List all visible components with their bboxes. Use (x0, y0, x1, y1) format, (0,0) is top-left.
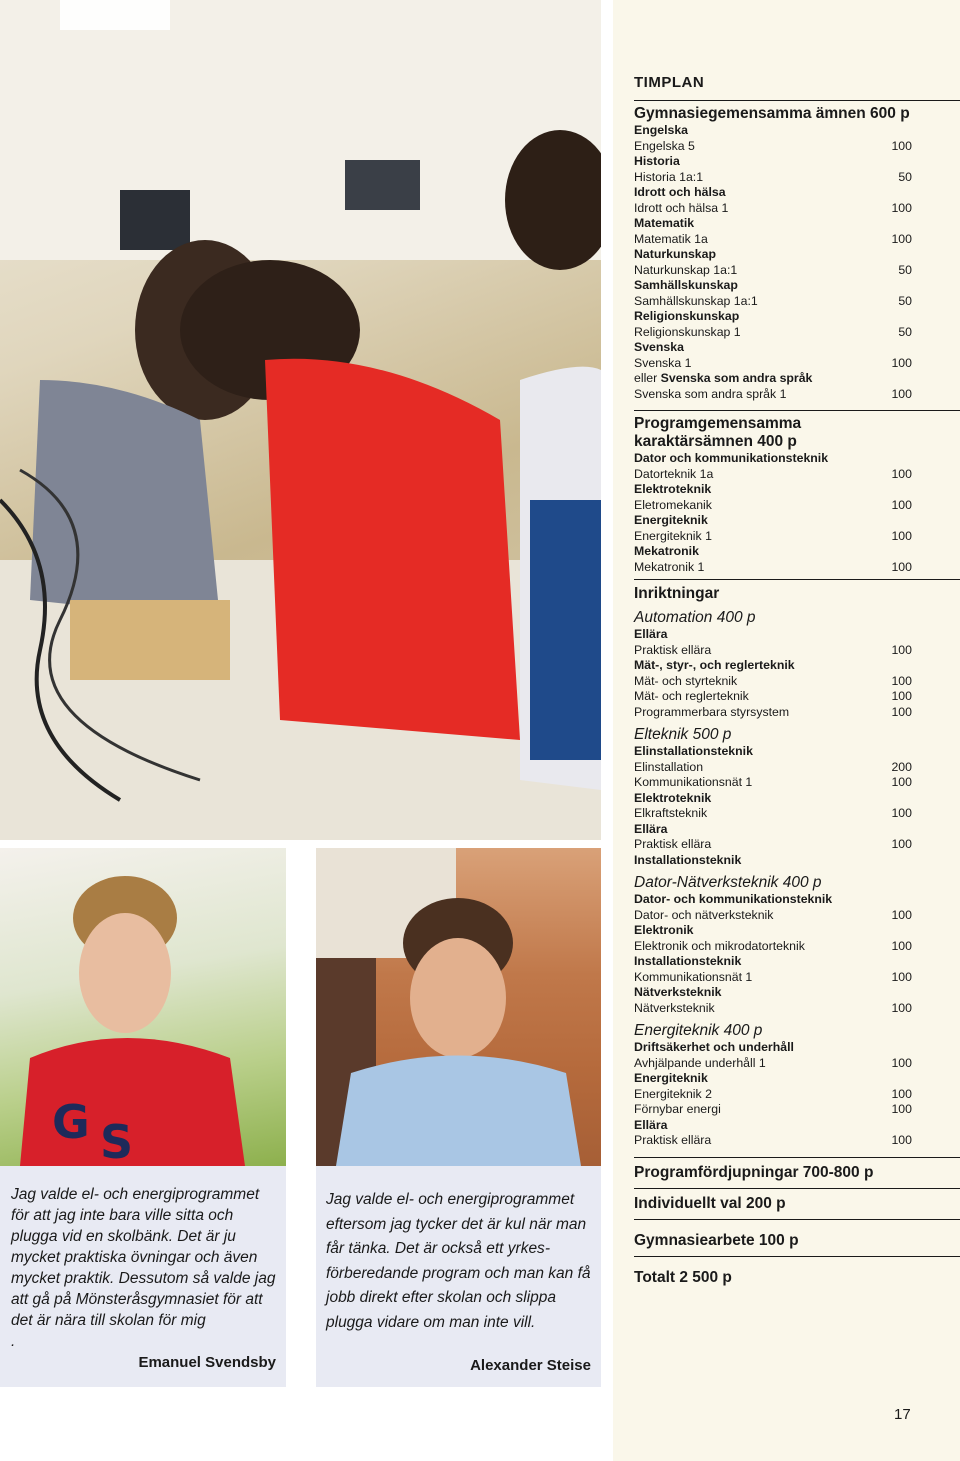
course-row (634, 1056, 960, 1072)
course-name: Eletromekanik (634, 497, 712, 512)
course-group-heading: Idrott och hälsa (634, 185, 726, 199)
course-row (634, 467, 960, 483)
course-row (634, 325, 960, 341)
course-points: 100 (891, 1000, 912, 1015)
course-row (634, 170, 960, 186)
course-points: 100 (891, 938, 912, 953)
section-heading-programgemensamma-1: Programgemensamma (634, 415, 802, 432)
course-row (634, 263, 960, 279)
course-name: Energiteknik 2 (634, 1086, 712, 1101)
course-points: 100 (891, 1086, 912, 1101)
page-number: 17 (894, 1406, 911, 1423)
course-name: Kommunikationsnät 1 (634, 969, 753, 984)
section-heading-fordjupningar: Programfördjupningar 700-800 p (634, 1163, 874, 1181)
course-group-heading: Svenska (634, 340, 684, 354)
course-points: 100 (891, 386, 912, 401)
course-row (634, 643, 960, 659)
course-points: 100 (891, 355, 912, 370)
course-points: 100 (891, 559, 912, 574)
course-points: 100 (891, 673, 912, 688)
course-row (634, 498, 960, 514)
course-group-heading: Driftsäkerhet och underhåll (634, 1040, 794, 1054)
course-row (634, 1087, 960, 1103)
classroom-photo (0, 0, 601, 840)
course-row (634, 1102, 960, 1118)
course-points: 100 (891, 466, 912, 481)
course-name: Idrott och hälsa 1 (634, 200, 729, 215)
svg-text:S: S (100, 1115, 134, 1166)
section-heading-totalt: Totalt 2 500 p (634, 1268, 732, 1286)
course-points: 100 (891, 497, 912, 512)
course-name: Praktisk ellära (634, 837, 712, 851)
course-row (634, 760, 960, 776)
course-points: 100 (891, 642, 912, 657)
course-group-heading: Mekatronik (634, 544, 699, 558)
gymnasiegemensamma-list (634, 123, 960, 371)
section-heading-individuellt: Individuellt val 200 p (634, 1194, 786, 1212)
course-name: Kommunikationsnät 1 (634, 775, 753, 789)
course-name: Matematik 1a (634, 231, 708, 246)
course-name: Elektronik och mikrodatorteknik (634, 938, 805, 953)
course-points: 100 (891, 704, 912, 719)
course-points: 100 (891, 689, 912, 703)
course-points: 50 (898, 324, 912, 339)
course-name: Elkraftsteknik (634, 806, 708, 820)
course-points: 100 (891, 1133, 912, 1147)
timplan-panel (613, 0, 960, 1461)
course-group-heading: Matematik (634, 216, 695, 230)
course-group-heading: Ellära (634, 821, 668, 836)
course-group-heading: Dator- och kommunikationsteknik (634, 892, 833, 906)
course-row (634, 387, 960, 403)
inriktningar-tracks (634, 603, 960, 1149)
track-title: Energiteknik 400 p (634, 1022, 763, 1039)
alt-prefix: eller (634, 371, 661, 385)
quote-emanuel-dot: . (11, 1333, 16, 1350)
course-name: Samhällskunskap 1a:1 (634, 293, 758, 308)
section-heading-programgemensamma-2: karaktärsämnen 400 p (634, 433, 797, 450)
course-row (634, 837, 960, 853)
course-name: Förnybar energi (634, 1102, 721, 1116)
track-title: Elteknik 500 p (634, 726, 732, 743)
course-points: 50 (898, 293, 912, 308)
course-name: Datorteknik 1a (634, 466, 714, 481)
course-points: 100 (891, 138, 912, 153)
course-points: 100 (891, 969, 912, 984)
course-group-heading: Installationsteknik (634, 954, 742, 968)
course-group-heading: Energiteknik (634, 1071, 708, 1085)
course-row (634, 908, 960, 924)
course-row (634, 705, 960, 721)
course-name: Religionskunskap 1 (634, 324, 741, 339)
course-group-heading: Historia (634, 154, 680, 168)
svg-text:G: G (52, 1095, 90, 1149)
track-courses (634, 1040, 960, 1149)
course-group-heading: Engelska (634, 123, 688, 137)
track-courses (634, 744, 960, 868)
quote-emanuel (0, 1166, 286, 1387)
course-row (634, 689, 960, 705)
course-group-heading: Dator och kommunikationsteknik (634, 451, 829, 465)
course-row (634, 775, 960, 791)
course-points: 100 (891, 907, 912, 922)
course-row (634, 939, 960, 955)
quote-alexander-text: Jag valde el- och energiprogrammet eftersom jag tycker det är kul när man får tänka. Det är också ett yrkesförberedande program och man kan få jobb direkt efter skolan och slippa plugga vidare om man inte vill. (326, 1191, 591, 1331)
course-points: 100 (891, 231, 912, 246)
course-name: Engelska 5 (634, 138, 695, 153)
course-points: 100 (891, 1055, 912, 1070)
quote-emanuel-text: Jag valde el- och energiprogrammet för att jag inte bara ville sitta och plugga vid en skolbänk. Det är ju mycket praktiska övningar och även mycket praktik. Dessutom så valde jag att gå på Mönsteråsgymnasiet för att det är nära till skolan för mig (11, 1186, 276, 1329)
course-name: Svenska som andra språk 1 (634, 386, 787, 401)
course-group-heading: Energiteknik (634, 513, 708, 527)
course-name: Avhjälpande underhåll 1 (634, 1055, 766, 1070)
section-heading-inriktningar: Inriktningar (634, 585, 720, 602)
course-row (634, 232, 960, 248)
course-name: Nätverksteknik (634, 1000, 715, 1015)
course-group-heading: Religionskunskap (634, 309, 740, 323)
course-name: Praktisk ellära (634, 642, 712, 657)
alt-course-group (634, 371, 960, 387)
course-points: 100 (891, 775, 912, 789)
course-name: Mät- och reglerteknik (634, 689, 749, 703)
course-group-heading: Samhällskunskap (634, 278, 738, 292)
track-title: Automation 400 p (634, 609, 756, 626)
course-points: 50 (898, 169, 912, 184)
course-row (634, 529, 960, 545)
course-group-heading: Ellära (634, 1117, 668, 1132)
course-name: Elinstallation (634, 759, 704, 774)
course-name: Dator- och nätverksteknik (634, 907, 774, 922)
programgemensamma-list (634, 451, 960, 575)
quote-alexander-signature: Alexander Steise (470, 1357, 591, 1374)
course-row (634, 139, 960, 155)
course-name: Svenska 1 (634, 355, 692, 370)
course-name: Naturkunskap 1a:1 (634, 262, 738, 277)
course-name: Energiteknik 1 (634, 528, 712, 543)
track-courses (634, 892, 960, 1016)
course-name: Mät- och styrteknik (634, 673, 738, 688)
student-photo-alexander (316, 848, 601, 1166)
course-group-heading: Mät-, styr-, och reglerteknik (634, 658, 795, 672)
course-points: 100 (891, 837, 912, 851)
course-group-heading: Elektroteknik (634, 790, 712, 805)
course-row (634, 294, 960, 310)
track-courses (634, 627, 960, 720)
course-row (634, 806, 960, 822)
course-name: Programmerbara styrsystem (634, 704, 790, 719)
section-heading-gymnasiearbete: Gymnasiearbete 100 p (634, 1231, 799, 1249)
course-points: 200 (891, 759, 912, 774)
course-group-heading: Installationsteknik (634, 852, 742, 867)
course-group-heading: Nätverksteknik (634, 985, 722, 999)
course-row (634, 201, 960, 217)
course-name: Mekatronik 1 (634, 559, 705, 574)
course-row (634, 1001, 960, 1017)
course-points: 100 (891, 200, 912, 215)
course-name: Historia 1a:1 (634, 169, 704, 184)
section-heading-gymnasiegemensamma: Gymnasiegemensamma ämnen 600 p (634, 105, 910, 122)
course-row (634, 970, 960, 986)
course-points: 100 (891, 806, 912, 820)
course-row (634, 560, 960, 576)
course-group-heading: Elektronik (634, 923, 694, 937)
course-group-heading: Elektroteknik (634, 482, 712, 496)
course-points: 100 (891, 1102, 912, 1116)
quote-emanuel-signature: Emanuel Svendsby (138, 1354, 276, 1371)
course-group-heading: Naturkunskap (634, 247, 717, 261)
course-group-heading: Elinstallationsteknik (634, 744, 753, 758)
alt-group-name: Svenska som andra språk (660, 371, 813, 385)
course-row (634, 1133, 960, 1149)
course-row (634, 674, 960, 690)
quote-alexander (316, 1166, 601, 1387)
course-name: Praktisk ellära (634, 1133, 712, 1147)
course-points: 50 (898, 262, 912, 277)
timplan-title: TIMPLAN (634, 74, 705, 91)
course-row (634, 356, 960, 372)
course-points: 100 (891, 528, 912, 543)
course-group-heading: Ellära (634, 627, 668, 641)
student-photo-emanuel (0, 848, 286, 1166)
track-title: Dator-Nätverksteknik 400 p (634, 874, 822, 891)
